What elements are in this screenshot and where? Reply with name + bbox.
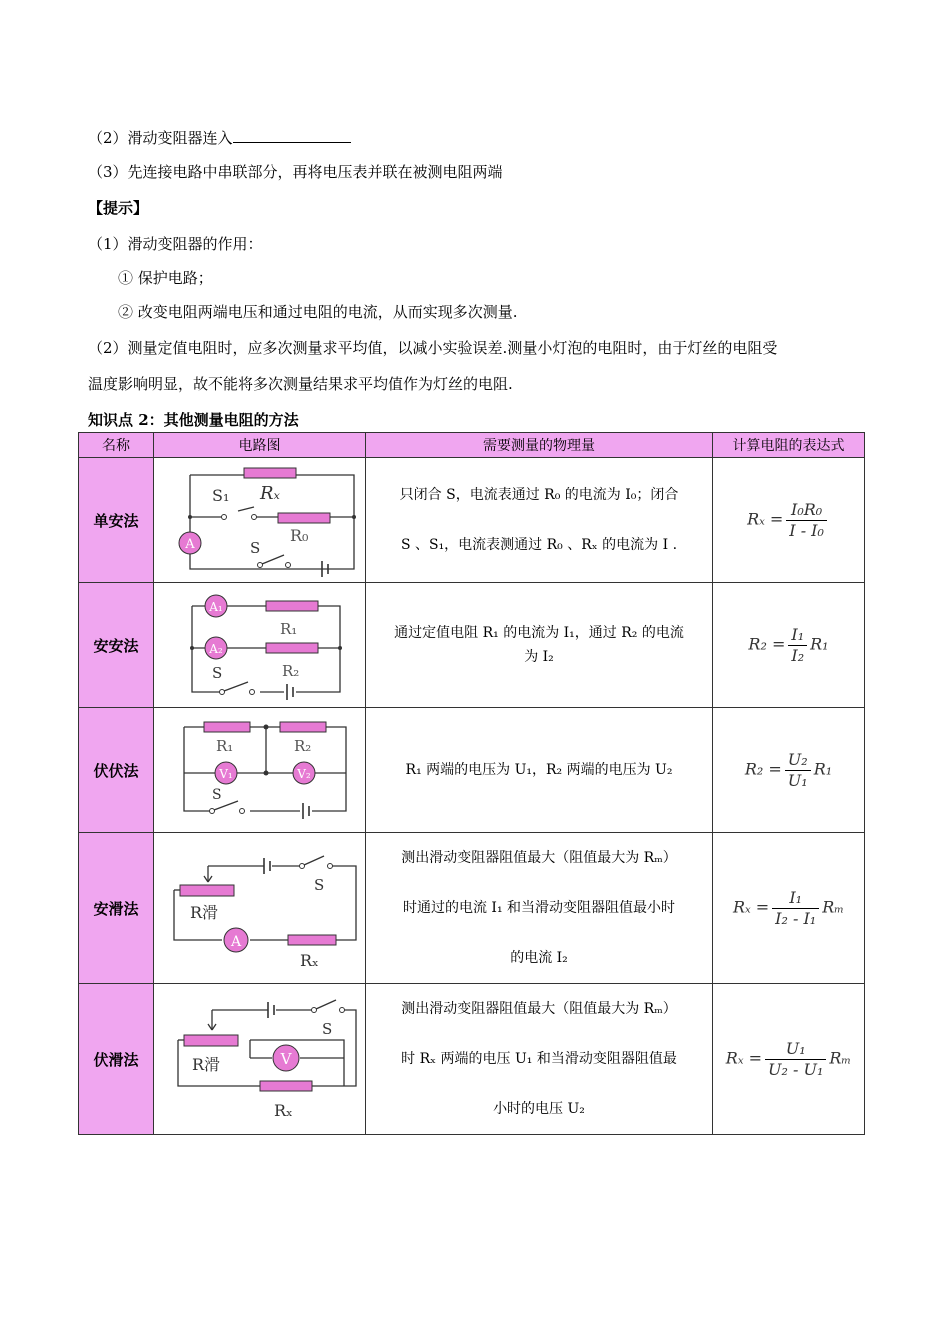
methods-table — [78, 432, 865, 1135]
circuit-svg-2 — [160, 590, 360, 700]
circuit-diagram-5 — [154, 984, 366, 1135]
svg-text:R₂: R₂ — [281, 662, 299, 680]
circuit-diagram-2 — [154, 583, 366, 708]
circuit-svg-5 — [160, 994, 360, 1124]
line-slider-connect: （2）滑动变阻器连入 — [88, 128, 351, 148]
header-name: 名称 — [79, 433, 154, 458]
rx-resistor — [244, 468, 296, 478]
formula-cell: R₂ = $\frac{\text{I₁}}{\text{I₂}}$ R₁ — [713, 583, 865, 708]
circuit-diagram-3 — [154, 708, 366, 833]
svg-text:V: V — [280, 1050, 291, 1068]
line-connect-order: （3）先连接电路中串联部分，再将电压表并联在被测电阻两端 — [88, 163, 503, 181]
method-name: 伏滑法 — [79, 984, 154, 1135]
table-row — [79, 458, 865, 583]
svg-text:A: A — [184, 537, 195, 552]
method-name: 单安法 — [79, 458, 154, 583]
quantity-cell: R₁ 两端的电压为 U₁，R₂ 两端的电压为 U₂ — [366, 708, 713, 833]
section-title: 知识点 2：其他测量电阻的方法 — [88, 411, 299, 429]
svg-text:R滑: R滑 — [191, 1055, 220, 1074]
table-row — [79, 984, 865, 1135]
svg-text:S: S — [211, 664, 222, 682]
hint-line-4: （2）测量定值电阻时，应多次测量求平均值，以减小实验误差.测量小灯泡的电阻时，由于灯丝的电阻受 — [88, 339, 778, 357]
method-name: 安安法 — [79, 583, 154, 708]
svg-text:V₁: V₁ — [218, 767, 233, 781]
hint-line-5: 温度影响明显，故不能将多次测量结果求平均值作为灯丝的电阻. — [88, 375, 513, 393]
hint-line-2: ① 保护电路； — [118, 269, 213, 287]
circuit-svg-1 — [160, 461, 360, 579]
slide-rheostat — [184, 1035, 238, 1046]
svg-text:S: S — [321, 1020, 332, 1038]
table-row — [79, 583, 865, 708]
svg-text:Rₓ: Rₓ — [273, 1101, 293, 1120]
circuit-svg-4 — [160, 848, 360, 968]
table-row — [79, 833, 865, 984]
circuit-svg-3 — [160, 715, 360, 825]
svg-text:S₁: S₁ — [211, 486, 229, 505]
hint-title: 【提示】 — [88, 199, 149, 217]
svg-text:R₀: R₀ — [289, 526, 308, 545]
method-name: 伏伏法 — [79, 708, 154, 833]
svg-text:A: A — [230, 934, 241, 950]
circuit-diagram-4 — [154, 833, 366, 984]
r2-resistor — [266, 643, 318, 653]
header-quantity: 需要测量的物理量 — [366, 433, 713, 458]
svg-text:V₂: V₂ — [296, 767, 311, 781]
svg-text:R₁: R₁ — [215, 737, 233, 755]
svg-text:S: S — [211, 787, 222, 803]
svg-text:R₂: R₂ — [293, 737, 311, 755]
svg-text:A₁: A₁ — [208, 600, 223, 614]
header-formula: 计算电阻的表达式 — [713, 433, 865, 458]
quantity-cell: 只闭合 S，电流表通过 R₀ 的电流为 I₀；闭合 S 、S₁，电流表测通过 R₀ 、Rₓ 的电流为 I . — [366, 458, 713, 583]
hint-line-3: ② 改变电阻两端电压和通过电阻的电流，从而实现多次测量. — [118, 303, 518, 321]
method-name: 安滑法 — [79, 833, 154, 984]
r1-resistor — [266, 601, 318, 611]
quantity-cell: 测出滑动变阻器阻值最大（阻值最大为 Rₘ） 时 Rₓ 两端的电压 U₁ 和当滑动变阻器阻值最 小时的电压 U₂ — [366, 984, 713, 1135]
svg-text:Rₓ: Rₓ — [259, 483, 280, 504]
hint-line-1: （1）滑动变阻器的作用： — [88, 235, 263, 253]
formula-cell: Rₓ = $\frac{\text{U₁}}{\text{U₂ - U₁}}$ Rₘ — [713, 984, 865, 1135]
slide-rheostat — [180, 885, 234, 896]
quantity-cell: 测出滑动变阻器阻值最大（阻值最大为 Rₘ） 时通过的电流 I₁ 和当滑动变阻器阻值最小时 的电流 I₂ — [366, 833, 713, 984]
r0-resistor — [278, 513, 330, 523]
rx-resistor — [260, 1081, 312, 1091]
header-circuit: 电路图 — [154, 433, 366, 458]
rx-resistor — [288, 935, 336, 945]
svg-text:S: S — [249, 539, 260, 557]
formula-cell: Rₓ = $\frac{\text{I₀R₀}}{\text{I - I₀}}$ — [713, 458, 865, 583]
quantity-cell: 通过定值电阻 R₁ 的电流为 I₁，通过 R₂ 的电流 为 I₂ — [366, 583, 713, 708]
formula-cell: Rₓ = $\frac{\text{I₁}}{\text{I₂ - I₁}}$ Rₘ — [713, 833, 865, 984]
circuit-diagram-1 — [154, 458, 366, 583]
fill-blank — [233, 128, 351, 143]
r1-resistor — [204, 722, 250, 732]
svg-text:R₁: R₁ — [279, 620, 297, 638]
svg-text:A₂: A₂ — [208, 642, 223, 656]
formula-cell: R₂ = $\frac{\text{U₂}}{\text{U₁}}$ R₁ — [713, 708, 865, 833]
svg-text:Rₓ: Rₓ — [299, 951, 319, 968]
r2-resistor — [280, 722, 326, 732]
svg-text:R滑: R滑 — [189, 903, 218, 922]
table-row — [79, 708, 865, 833]
svg-text:S: S — [313, 876, 324, 894]
table-header-row — [79, 433, 865, 458]
